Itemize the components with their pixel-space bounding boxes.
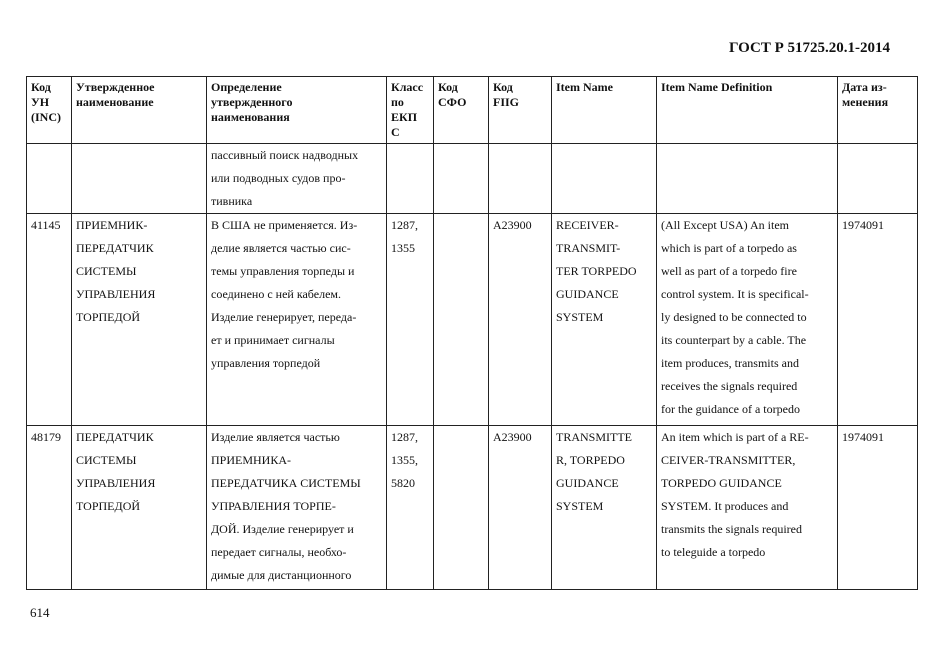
cell-change-date (838, 144, 918, 214)
cell-approved-name: ПЕРЕДАТЧИК СИСТЕМЫ УПРАВЛЕНИЯ ТОРПЕДОЙ (72, 426, 207, 590)
header-row (27, 77, 918, 144)
cell-fiig: A23900 (489, 426, 552, 590)
cell-item-name: TRANSMITTE R, TORPEDO GUIDANCE SYSTEM (552, 426, 657, 590)
cell-change-date: 1974091 (838, 214, 918, 426)
cell-change-date: 1974091 (838, 426, 918, 590)
cell-class: 1287, 1355, 5820 (387, 426, 434, 590)
cell-item-definition (657, 144, 838, 214)
table-row (27, 144, 918, 214)
cell-sfo (434, 426, 489, 590)
col-header-inc: Код УН (INC) (27, 77, 72, 144)
document-code: ГОСТ Р 51725.20.1-2014 (728, 40, 890, 56)
col-header-class: Класс по ЕКП С (387, 77, 434, 144)
page-number: 614 (30, 605, 50, 620)
cell-class (387, 144, 434, 214)
cell-sfo (434, 214, 489, 426)
col-header-fiig: Код FIIG (489, 77, 552, 144)
classification-table (26, 76, 918, 590)
cell-approved-name (72, 144, 207, 214)
cell-inc: 41145 (27, 214, 72, 426)
cell-definition: Изделие является частью ПРИЕМНИКА- ПЕРЕДАТЧИКА СИСТЕМЫ УПРАВЛЕНИЯ ТОРПЕ- ДОЙ. Изделие генерирует и передает сигналы, необхо- димые для дистанционного (207, 426, 387, 590)
cell-fiig (489, 144, 552, 214)
cell-definition: пассивный поиск надводных или подводных судов про- тивника (207, 144, 387, 214)
cell-item-definition: An item which is part of a RE- CEIVER-TRANSMITTER, TORPEDO GUIDANCE SYSTEM. It produces and transmits the signals required to teleguide a torpedo (657, 426, 838, 590)
col-header-change-date: Дата из- менения (838, 77, 918, 144)
col-header-item-name: Item Name (552, 77, 657, 144)
cell-fiig: A23900 (489, 214, 552, 426)
cell-inc: 48179 (27, 426, 72, 590)
table-row (27, 214, 918, 426)
col-header-approved-name: Утвержденное наименование (72, 77, 207, 144)
cell-sfo (434, 144, 489, 214)
col-header-definition: Определение утвержденного наименования (207, 77, 387, 144)
cell-item-name: RECEIVER- TRANSMIT- TER TORPEDO GUIDANCE SYSTEM (552, 214, 657, 426)
cell-item-definition: (All Except USA) An item which is part of a torpedo as well as part of a torpedo fire control system. It is specifical- ly designed to be connected to its counterpart by a cable. The item produces, transmits and receives the signals required for the guidance of a torpedo (657, 214, 838, 426)
cell-inc (27, 144, 72, 214)
col-header-item-definition: Item Name Definition (657, 77, 838, 144)
cell-definition: В США не применяется. Из- делие является частью сис- темы управления торпеды и соединено с ней кабелем. Изделие генерирует, переда- ет и принимает сигналы управления торпедой (207, 214, 387, 426)
cell-approved-name: ПРИЕМНИК- ПЕРЕДАТЧИК СИСТЕМЫ УПРАВЛЕНИЯ ТОРПЕДОЙ (72, 214, 207, 426)
col-header-sfo: Код СФО (434, 77, 489, 144)
cell-item-name (552, 144, 657, 214)
cell-class: 1287, 1355 (387, 214, 434, 426)
table-row (27, 426, 918, 590)
